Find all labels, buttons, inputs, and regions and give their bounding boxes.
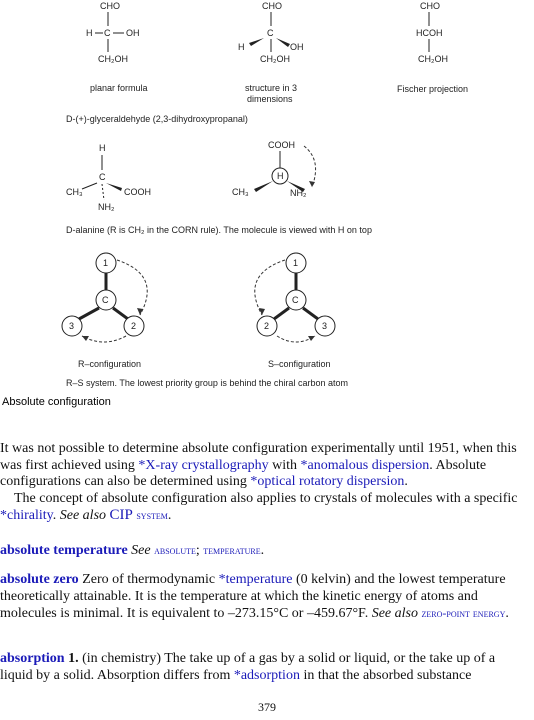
alanine-c: C [99, 172, 106, 182]
entry-absorption [0, 651, 528, 684]
link-adsorption[interactable]: *adsorption [233, 667, 300, 683]
planar-label: planar formula [90, 83, 148, 93]
headword-absolute-temperature: absolute temperature [0, 543, 128, 558]
rs-caption: R–S system. The lowest priority group is behind the chiral carbon atom [66, 378, 348, 388]
p1-text-2: with [268, 457, 301, 473]
link-system[interactable]: system [136, 508, 168, 522]
abs-zero-end: . [505, 606, 509, 621]
link-cip[interactable]: CIP [109, 507, 133, 523]
p1-text-4: . [404, 474, 408, 489]
r-n3: 3 [69, 321, 75, 331]
abs-zero-text-1: Zero of thermodynamic [78, 572, 219, 587]
threed-ch2oh: CH₂OH [260, 54, 290, 64]
r-n1: 1 [103, 258, 109, 268]
structure-3d [238, 1, 304, 104]
link-absolute[interactable]: absolute [154, 543, 196, 557]
paragraph-2 [0, 491, 528, 525]
planar-oh: OH [126, 28, 140, 38]
alanine-caption: D-alanine (R is CH₂ in the CORN rule). The molecule is viewed with H on top [66, 225, 372, 235]
link-anomalous-dispersion[interactable]: *anomalous dispersion [300, 457, 430, 473]
abs-temp-see: See [131, 543, 151, 558]
link-temperature-star[interactable]: *temperature [218, 572, 293, 587]
fischer-projection [397, 1, 468, 94]
entry-absolute-temperature [0, 542, 528, 560]
p2-text-3: . [167, 508, 172, 523]
link-x-ray-crystallography[interactable]: *X-ray crystallography [138, 457, 269, 473]
s-n1: 1 [293, 258, 299, 268]
s-n2: 2 [264, 321, 270, 331]
planar-cho: CHO [100, 1, 120, 11]
threed-label-1: structure in 3 [245, 83, 298, 93]
planar-formula [86, 1, 148, 93]
entry-absolute-zero [0, 572, 528, 623]
r-n2: 2 [131, 321, 137, 331]
threed-label-2: dimensions [247, 94, 293, 104]
threed-h: H [238, 42, 245, 52]
abs-temp-sep: ; [195, 543, 200, 558]
p2-text-2: . [52, 508, 60, 523]
alanine-top-ch3: CH₃ [232, 187, 249, 197]
p1-text-3: . Absolute configurations can also be determined using [0, 457, 487, 489]
s-n3: 3 [322, 321, 328, 331]
s-c: C [292, 295, 299, 305]
alanine-structure [66, 143, 151, 212]
threed-c: C [267, 28, 274, 38]
abs-temp-end: . [260, 543, 265, 558]
paragraph-1 [0, 441, 528, 491]
entry-continuation [0, 441, 528, 525]
alanine-cooh: COOH [124, 187, 151, 197]
alanine-top-h: H [277, 171, 284, 181]
threed-oh: OH [290, 42, 304, 52]
r-label: R–configuration [78, 359, 142, 369]
absorption-text-1: (in chemistry) The take up of a gas by a solid or liquid, or the take up of a liquid by a solid. Absorption differs from [0, 651, 496, 683]
abs-zero-see-also: See also [371, 606, 418, 621]
fischer-hcoh: HCOH [416, 28, 443, 38]
alanine-h: H [99, 143, 106, 153]
absorption-sense-number: 1. [68, 651, 79, 666]
planar-ch2oh: CH₂OH [98, 54, 128, 64]
figure-caption: Absolute configuration [2, 396, 111, 408]
r-configuration [62, 253, 147, 369]
alanine-nh2: NH₂ [98, 202, 115, 212]
link-optical-rotatory-dispersion[interactable]: *optical rotatory dispersion [250, 474, 405, 489]
link-temperature[interactable]: temperature [203, 543, 261, 557]
headword-absolute-zero: absolute zero [0, 572, 79, 587]
planar-c: C [104, 28, 111, 38]
r-c: C [102, 295, 109, 305]
s-configuration [255, 253, 335, 369]
p2-text-1: The concept of absolute configuration also applies to crystals of molecules with a specific [14, 490, 518, 506]
alanine-top-cooh: COOH [268, 140, 295, 150]
alanine-ch3: CH₃ [66, 187, 83, 197]
planar-h: H [86, 28, 93, 38]
s-label: S–configuration [268, 359, 331, 369]
page-number: 379 [258, 700, 276, 714]
fischer-label: Fischer projection [397, 84, 469, 94]
link-zero-point-energy[interactable]: zero-point energy [421, 606, 506, 620]
fischer-ch2oh: CH₂OH [418, 54, 448, 64]
glyceraldehyde-caption: D-(+)-glyceraldehyde (2,3-dihydroxypropanal) [66, 114, 248, 124]
p2-see-also: See also [59, 508, 107, 523]
abs-zero-text-2: (0 kelvin) and the lowest temperature theoretically attainable. It is the temperature at which the kinetic energy of atoms and molecules is minimal. It is equivalent to –273.15°C or –459.67°F. [0, 572, 506, 621]
threed-cho: CHO [262, 1, 282, 11]
p1-text-1: It was not possible to determine absolute configuration experimentally until 1951, when this was first achieved using [0, 441, 517, 473]
headword-absorption: absorption [0, 651, 65, 666]
link-chirality[interactable]: *chirality [0, 508, 53, 523]
alanine-top-nh2: NH₂ [290, 188, 307, 198]
fischer-cho: CHO [420, 1, 440, 11]
alanine-h-top [232, 140, 316, 198]
absorption-text-2: in that the absorbed substance [299, 667, 472, 683]
